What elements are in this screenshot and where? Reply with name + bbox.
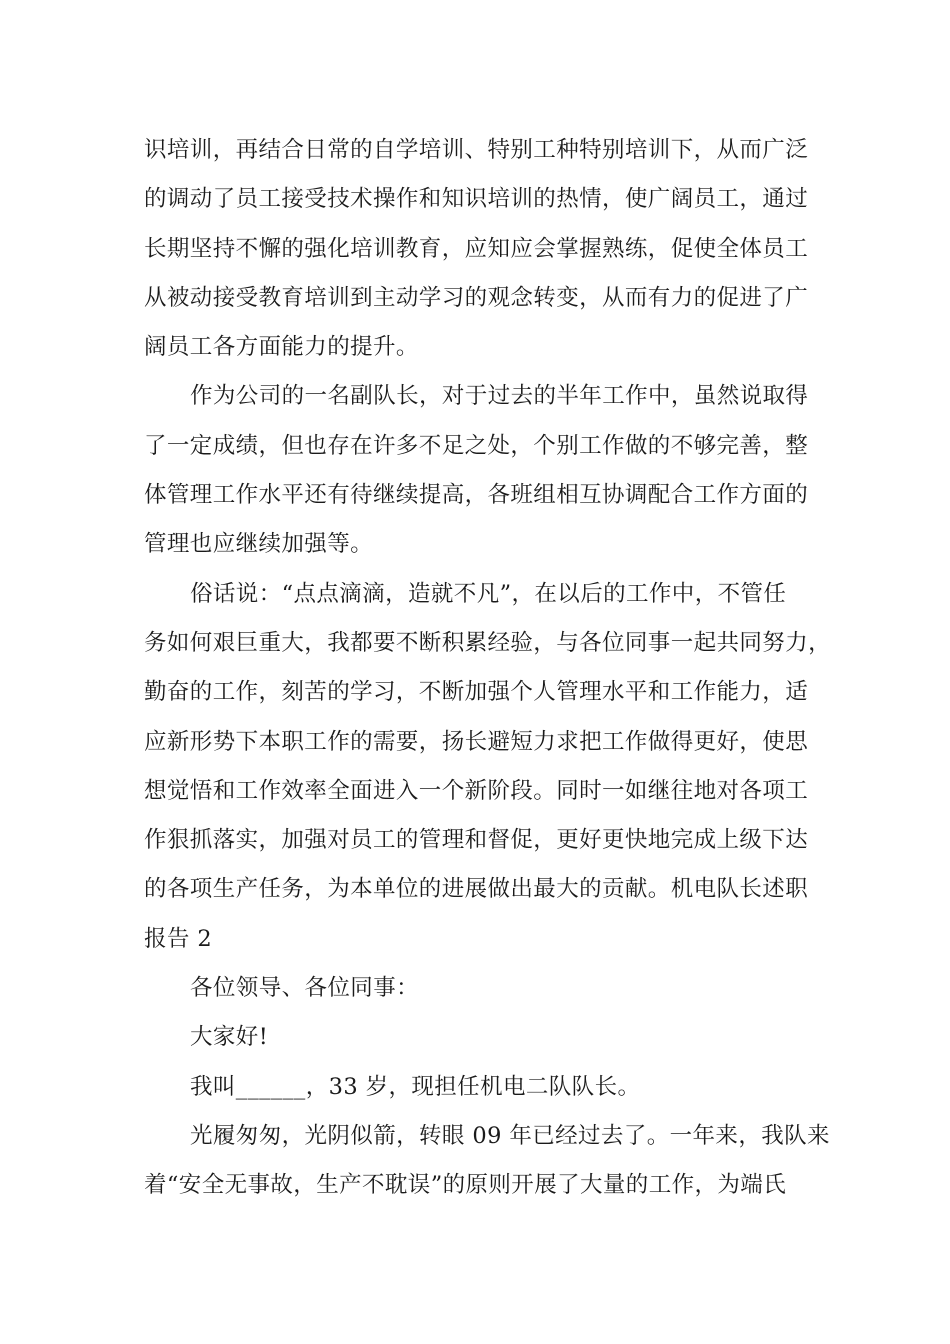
text-line: 体管理工作水平还有待继续提高，各班组相互协调配合工作方面的 [144,482,809,509]
text-line: 了一定成绩，但也存在许多不足之处，个别工作做的不够完善，整 [144,432,809,459]
text-line: 勤奋的工作，刻苦的学习，不断加强个人管理水平和工作能力，适 [144,679,809,706]
text-line: 的各项生产任务，为本单位的进展做出最大的贡献。机电队长述职 [144,876,809,903]
paragraph-first-line: 作为公司的一名副队长，对于过去的半年工作中，虽然说取得 [190,383,809,410]
paragraph-first-line: 光履匆匆，光阴似箭，转眼 09 年已经过去了。一年来，我队来 [190,1122,830,1149]
document-body [144,126,832,1211]
text-line: 识培训，再结合日常的自学培训、特别工种特别培训下，从而广泛 [144,137,809,163]
text-line: 作狠抓落实，加强对员工的管理和督促，更好更快地完成上级下达 [144,827,809,854]
text-line: 从被动接受教育培训到主动学习的观念转变，从而有力的促进了广 [144,284,809,311]
self-introduction: 我叫______，33 岁，现担任机电二队队长。 [190,1073,641,1100]
text-line: 长期坚持不懈的强化培训教育，应知应会掌握熟练，促使全体员工 [144,235,809,262]
salutation: 各位领导、各位同事： [190,975,420,1002]
text-line: 阔员工各方面能力的提升。 [144,334,419,361]
section-title-line: 报告 2 [144,925,213,952]
text-line: 的调动了员工接受技术操作和知识培训的热情，使广阔员工，通过 [144,186,809,213]
text-line: 管理也应继续加强等。 [144,531,374,558]
text-line: 务如何艰巨重大，我都要不断积累经验，与各位同事一起共同努力， [144,629,832,656]
paragraph-first-line: 俗话说：“点点滴滴，造就不凡”，在以后的工作中，不管任 [190,580,787,607]
text-line: 应新形势下本职工作的需要，扬长避短力求把工作做得更好，使思 [144,728,809,755]
text-line: 想觉悟和工作效率全面进入一个新阶段。同时一如继往地对各项工 [144,777,809,804]
greeting: 大家好! [190,1024,269,1051]
text-line: 着“安全无事故，生产不耽误”的原则开展了大量的工作，为端氏 [144,1172,787,1199]
